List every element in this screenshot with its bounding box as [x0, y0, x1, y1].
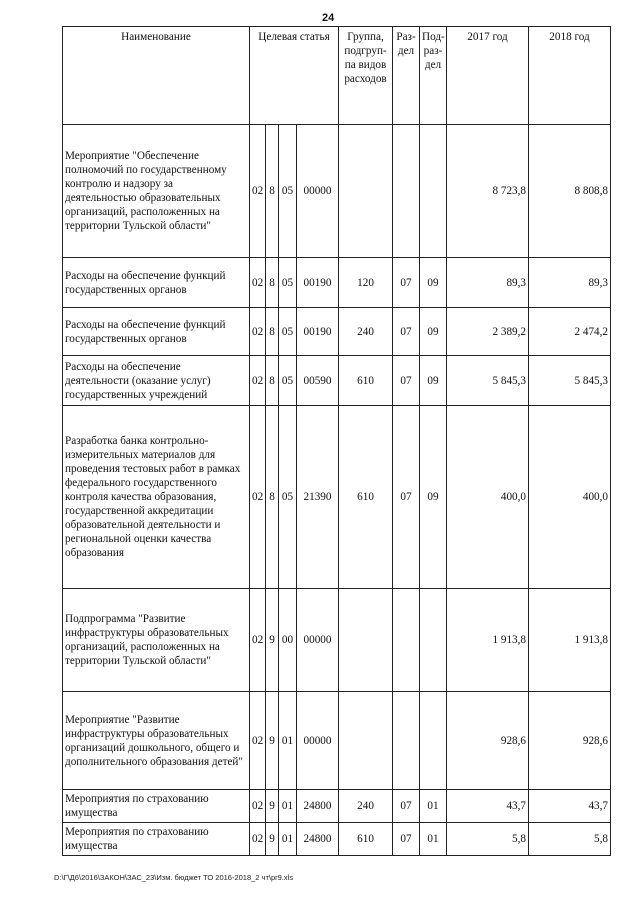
- expense-group: [339, 692, 393, 790]
- target-code-1: 02: [250, 406, 266, 589]
- target-code-2: 9: [266, 790, 279, 823]
- target-code-3: 01: [279, 823, 297, 856]
- target-code-4: 00590: [297, 356, 339, 406]
- row-name: Подпрограмма "Развитие инфраструктуры образовательных организаций, расположенных на территории Тульской области": [63, 589, 250, 692]
- target-code-3: 00: [279, 589, 297, 692]
- target-code-4: 21390: [297, 406, 339, 589]
- target-code-3: 05: [279, 308, 297, 356]
- header-subsection: Под-раз-дел: [420, 27, 447, 125]
- header-target-article: Целевая статья: [250, 27, 339, 125]
- table-row: [63, 692, 611, 790]
- expense-group: 610: [339, 356, 393, 406]
- section-code: 07: [393, 258, 420, 308]
- target-code-2: 9: [266, 692, 279, 790]
- section-code: 07: [393, 356, 420, 406]
- amount-2017: 400,0: [447, 406, 529, 589]
- header-expense-group: Группа, подгруп-па видов расходов: [339, 27, 393, 125]
- row-name: Разработка банка контрольно-измерительных материалов для проведения тестовых работ в рамках федерального государственного контроля качества образования, государственной аккредитации образовательной деятельности и региональной оценки качества образования: [63, 406, 250, 589]
- amount-2017: 928,6: [447, 692, 529, 790]
- amount-2017: 5 845,3: [447, 356, 529, 406]
- header-year-2017: 2017 год: [447, 27, 529, 125]
- amount-2018: 1 913,8: [529, 589, 611, 692]
- table-row: [63, 823, 611, 856]
- target-code-4: 00000: [297, 692, 339, 790]
- target-code-1: 02: [250, 308, 266, 356]
- target-code-2: 9: [266, 823, 279, 856]
- target-code-3: 05: [279, 406, 297, 589]
- expense-group: [339, 589, 393, 692]
- expense-group: 610: [339, 406, 393, 589]
- section-code: 07: [393, 790, 420, 823]
- target-code-2: 8: [266, 125, 279, 258]
- amount-2018: 8 808,8: [529, 125, 611, 258]
- subsection-code: [420, 692, 447, 790]
- table-row: [63, 308, 611, 356]
- section-code: 07: [393, 406, 420, 589]
- target-code-4: 00190: [297, 258, 339, 308]
- target-code-2: 8: [266, 308, 279, 356]
- table-row: [63, 406, 611, 589]
- amount-2017: 5,8: [447, 823, 529, 856]
- amount-2017: 8 723,8: [447, 125, 529, 258]
- target-code-4: 24800: [297, 790, 339, 823]
- amount-2017: 43,7: [447, 790, 529, 823]
- target-code-3: 05: [279, 258, 297, 308]
- target-code-4: 00000: [297, 125, 339, 258]
- target-code-1: 02: [250, 790, 266, 823]
- expense-group: [339, 125, 393, 258]
- target-code-3: 01: [279, 692, 297, 790]
- target-code-3: 01: [279, 790, 297, 823]
- amount-2018: 89,3: [529, 258, 611, 308]
- amount-2017: 2 389,2: [447, 308, 529, 356]
- target-code-2: 8: [266, 406, 279, 589]
- target-code-1: 02: [250, 125, 266, 258]
- section-code: 07: [393, 823, 420, 856]
- table-row: [63, 356, 611, 406]
- amount-2017: 89,3: [447, 258, 529, 308]
- subsection-code: 09: [420, 356, 447, 406]
- target-code-2: 8: [266, 356, 279, 406]
- row-name: Расходы на обеспечение деятельности (оказание услуг) государственных учреждений: [63, 356, 250, 406]
- file-path-footer: D:\Г\Д6\2016\ЗАКОН\ЗАС_23\Изм. бюджет ТО 2016-2018_2 чт\pr9.xls: [54, 873, 294, 882]
- target-code-3: 05: [279, 356, 297, 406]
- amount-2018: 928,6: [529, 692, 611, 790]
- amount-2017: 1 913,8: [447, 589, 529, 692]
- target-code-1: 02: [250, 589, 266, 692]
- section-code: [393, 589, 420, 692]
- amount-2018: 43,7: [529, 790, 611, 823]
- section-code: [393, 692, 420, 790]
- row-name: Мероприятия по страхованию имущества: [63, 823, 250, 856]
- subsection-code: 01: [420, 823, 447, 856]
- table-row: [63, 258, 611, 308]
- subsection-code: [420, 125, 447, 258]
- expense-group: 610: [339, 823, 393, 856]
- expense-group: 240: [339, 308, 393, 356]
- target-code-1: 02: [250, 692, 266, 790]
- table-row: [63, 125, 611, 258]
- amount-2018: 5 845,3: [529, 356, 611, 406]
- amount-2018: 2 474,2: [529, 308, 611, 356]
- header-year-2018: 2018 год: [529, 27, 611, 125]
- amount-2018: 5,8: [529, 823, 611, 856]
- row-name: Расходы на обеспечение функций государственных органов: [63, 308, 250, 356]
- amount-2018: 400,0: [529, 406, 611, 589]
- target-code-1: 02: [250, 258, 266, 308]
- target-code-4: 00000: [297, 589, 339, 692]
- target-code-2: 8: [266, 258, 279, 308]
- row-name: Мероприятие "Обеспечение полномочий по государственному контролю и надзору за деятельностью образовательных организаций, расположенных на территории Тульской области": [63, 125, 250, 258]
- subsection-code: 09: [420, 406, 447, 589]
- subsection-code: 09: [420, 258, 447, 308]
- target-code-4: 24800: [297, 823, 339, 856]
- row-name: Мероприятие "Развитие инфраструктуры образовательных организаций дошкольного, общего и дополнительного образования детей": [63, 692, 250, 790]
- expense-group: 120: [339, 258, 393, 308]
- target-code-1: 02: [250, 823, 266, 856]
- subsection-code: [420, 589, 447, 692]
- table-header-row: [63, 27, 611, 125]
- row-name: Мероприятия по страхованию имущества: [63, 790, 250, 823]
- target-code-4: 00190: [297, 308, 339, 356]
- page-number: 24: [322, 12, 335, 24]
- header-section: Раз-дел: [393, 27, 420, 125]
- table-row: [63, 589, 611, 692]
- subsection-code: 09: [420, 308, 447, 356]
- target-code-3: 05: [279, 125, 297, 258]
- section-code: [393, 125, 420, 258]
- target-code-1: 02: [250, 356, 266, 406]
- row-name: Расходы на обеспечение функций государственных органов: [63, 258, 250, 308]
- expense-group: 240: [339, 790, 393, 823]
- budget-table: [62, 26, 611, 856]
- subsection-code: 01: [420, 790, 447, 823]
- section-code: 07: [393, 308, 420, 356]
- target-code-2: 9: [266, 589, 279, 692]
- table-row: [63, 790, 611, 823]
- header-name: Наименование: [63, 27, 250, 125]
